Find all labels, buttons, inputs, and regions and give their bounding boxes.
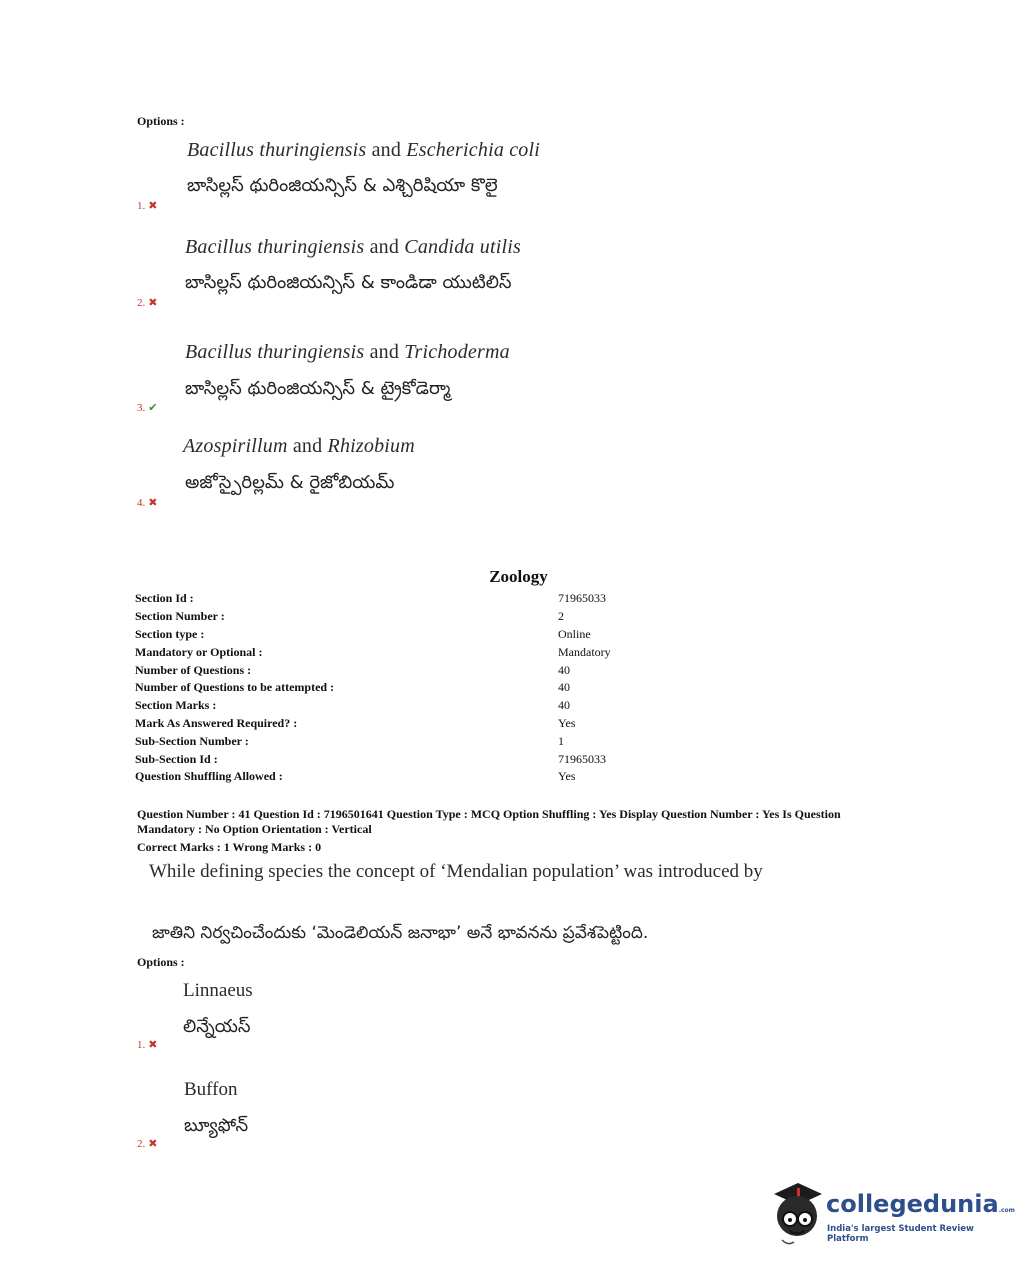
option-1-organism-a: Bacillus thuringiensis (187, 139, 367, 161)
section-row-value: Yes (558, 769, 576, 783)
option-2-english (185, 236, 521, 259)
section-row (135, 769, 635, 787)
wrong-mark-icon: ✖ (148, 297, 158, 309)
question-meta (137, 807, 917, 837)
section-title: Zoology (489, 567, 548, 586)
option-4-number (137, 496, 157, 509)
section-row-value: 2 (558, 609, 564, 623)
section-row-label: Section Marks : (135, 698, 217, 712)
question-text-english: While defining species the concept of ‘Mendalian population’ was introduced by (149, 861, 763, 882)
section-row-label: Mark As Answered Required? : (135, 716, 298, 730)
option-1-num: 1. (137, 200, 146, 212)
section-row-value: Online (558, 627, 591, 641)
q-option-2-num: 2. (137, 1138, 146, 1150)
section-row-label: Section Id : (135, 591, 194, 605)
option-3-and: and (369, 341, 400, 363)
wrong-mark-icon: ✖ (148, 1039, 158, 1051)
logo-name (826, 1190, 1015, 1218)
section-row (135, 734, 635, 752)
option-3-organism-b: Trichoderma (404, 341, 510, 363)
q-option-2-number (137, 1137, 157, 1150)
section-row-label: Section type : (135, 627, 205, 641)
section-row-value: 40 (558, 663, 570, 677)
option-2-telugu: బాసిల్లస్ థురింజియన్సిస్ & కాండిడా యుటిలిస్ (185, 272, 512, 293)
wrong-mark-icon: ✖ (148, 1138, 158, 1150)
q-option-1-num: 1. (137, 1039, 146, 1051)
question-meta-line-1: Question Number : 41 Question Id : 7196501641 Question Type : MCQ Option Shuffling : Yes Display Question Number : Yes Is Question (137, 807, 841, 821)
logo-dotcom: .com (998, 1207, 1015, 1214)
option-1-and: and (371, 139, 402, 161)
section-row-value: 71965033 (558, 591, 606, 605)
options-label: Options : (137, 114, 185, 128)
collegedunia-logo (768, 1180, 1015, 1250)
option-2-number (137, 296, 157, 309)
option-3-number (137, 401, 157, 414)
option-1-telugu: బాసిల్లస్ థురింజియన్సిస్ & ఎశ్చిరిషియా కొలై (187, 175, 498, 196)
q-option-1-number (137, 1038, 157, 1051)
logo-tagline: India's largest Student Review Platform (827, 1224, 974, 1244)
option-2-organism-b: Candida utilis (404, 236, 522, 258)
section-row (135, 609, 635, 627)
option-2-organism-a: Bacillus thuringiensis (185, 236, 365, 258)
section-row (135, 680, 635, 698)
mascot-icon (768, 1180, 826, 1250)
option-1-organism-b: Escherichia coli (406, 139, 541, 161)
q-option-1-english: Linnaeus (183, 980, 253, 1001)
section-row-value: 40 (558, 698, 570, 712)
option-3-organism-a: Bacillus thuringiensis (185, 341, 365, 363)
option-3-telugu: బాసిల్లస్ థురింజియన్సిస్ & ట్రైకోడెర్మా (185, 378, 451, 399)
section-row (135, 627, 635, 645)
q-option-1-telugu: లిన్నేయస్ (183, 1016, 251, 1037)
section-row-value: 71965033 (558, 752, 606, 766)
option-3-english (185, 341, 510, 364)
section-row-value: 40 (558, 680, 570, 694)
section-row-label: Question Shuffling Allowed : (135, 769, 283, 783)
wrong-mark-icon: ✖ (148, 497, 158, 509)
question-text-telugu: జాతిని నిర్వచించేందుకు ‘మెండెలియన్ జనాభా’ అనే భావనను ప్రవేశపెట్టింది. (152, 923, 649, 943)
option-4-organism-a: Azospirillum (183, 435, 288, 457)
option-2-num: 2. (137, 297, 146, 309)
option-4-num: 4. (137, 497, 146, 509)
question-options-label: Options : (137, 955, 185, 969)
option-4-english (183, 435, 415, 458)
option-1-number (137, 199, 157, 212)
question-meta-line-2: Mandatory : No Option Orientation : Vertical (137, 822, 372, 836)
section-row (135, 698, 635, 716)
question-marks: Correct Marks : 1 Wrong Marks : 0 (137, 840, 322, 854)
option-2-and: and (369, 236, 400, 258)
section-row (135, 663, 635, 681)
correct-check-icon: ✔ (148, 402, 158, 414)
section-row-value: Yes (558, 716, 576, 730)
option-1-english (187, 139, 540, 162)
section-row-label: Section Number : (135, 609, 225, 623)
section-row-label: Mandatory or Optional : (135, 645, 263, 659)
wrong-mark-icon: ✖ (148, 200, 158, 212)
option-4-organism-b: Rhizobium (327, 435, 415, 457)
section-row-value: 1 (558, 734, 564, 748)
section-row-label: Sub-Section Id : (135, 752, 218, 766)
option-4-and: and (292, 435, 323, 457)
section-row (135, 591, 635, 609)
section-row-label: Sub-Section Number : (135, 734, 249, 748)
logo-name-text: collegedunia (826, 1190, 999, 1218)
section-row-label: Number of Questions to be attempted : (135, 680, 335, 694)
q-option-2-english: Buffon (184, 1079, 238, 1100)
option-3-num: 3. (137, 402, 146, 414)
section-row (135, 645, 635, 663)
q-option-2-telugu: బ్యూఫోన్ (184, 1115, 249, 1136)
section-row (135, 752, 635, 770)
option-4-telugu: అజోస్పైరిల్లమ్ & రైజోబియమ్ (185, 472, 395, 493)
section-row (135, 716, 635, 734)
section-row-label: Number of Questions : (135, 663, 252, 677)
section-row-value: Mandatory (558, 645, 611, 659)
